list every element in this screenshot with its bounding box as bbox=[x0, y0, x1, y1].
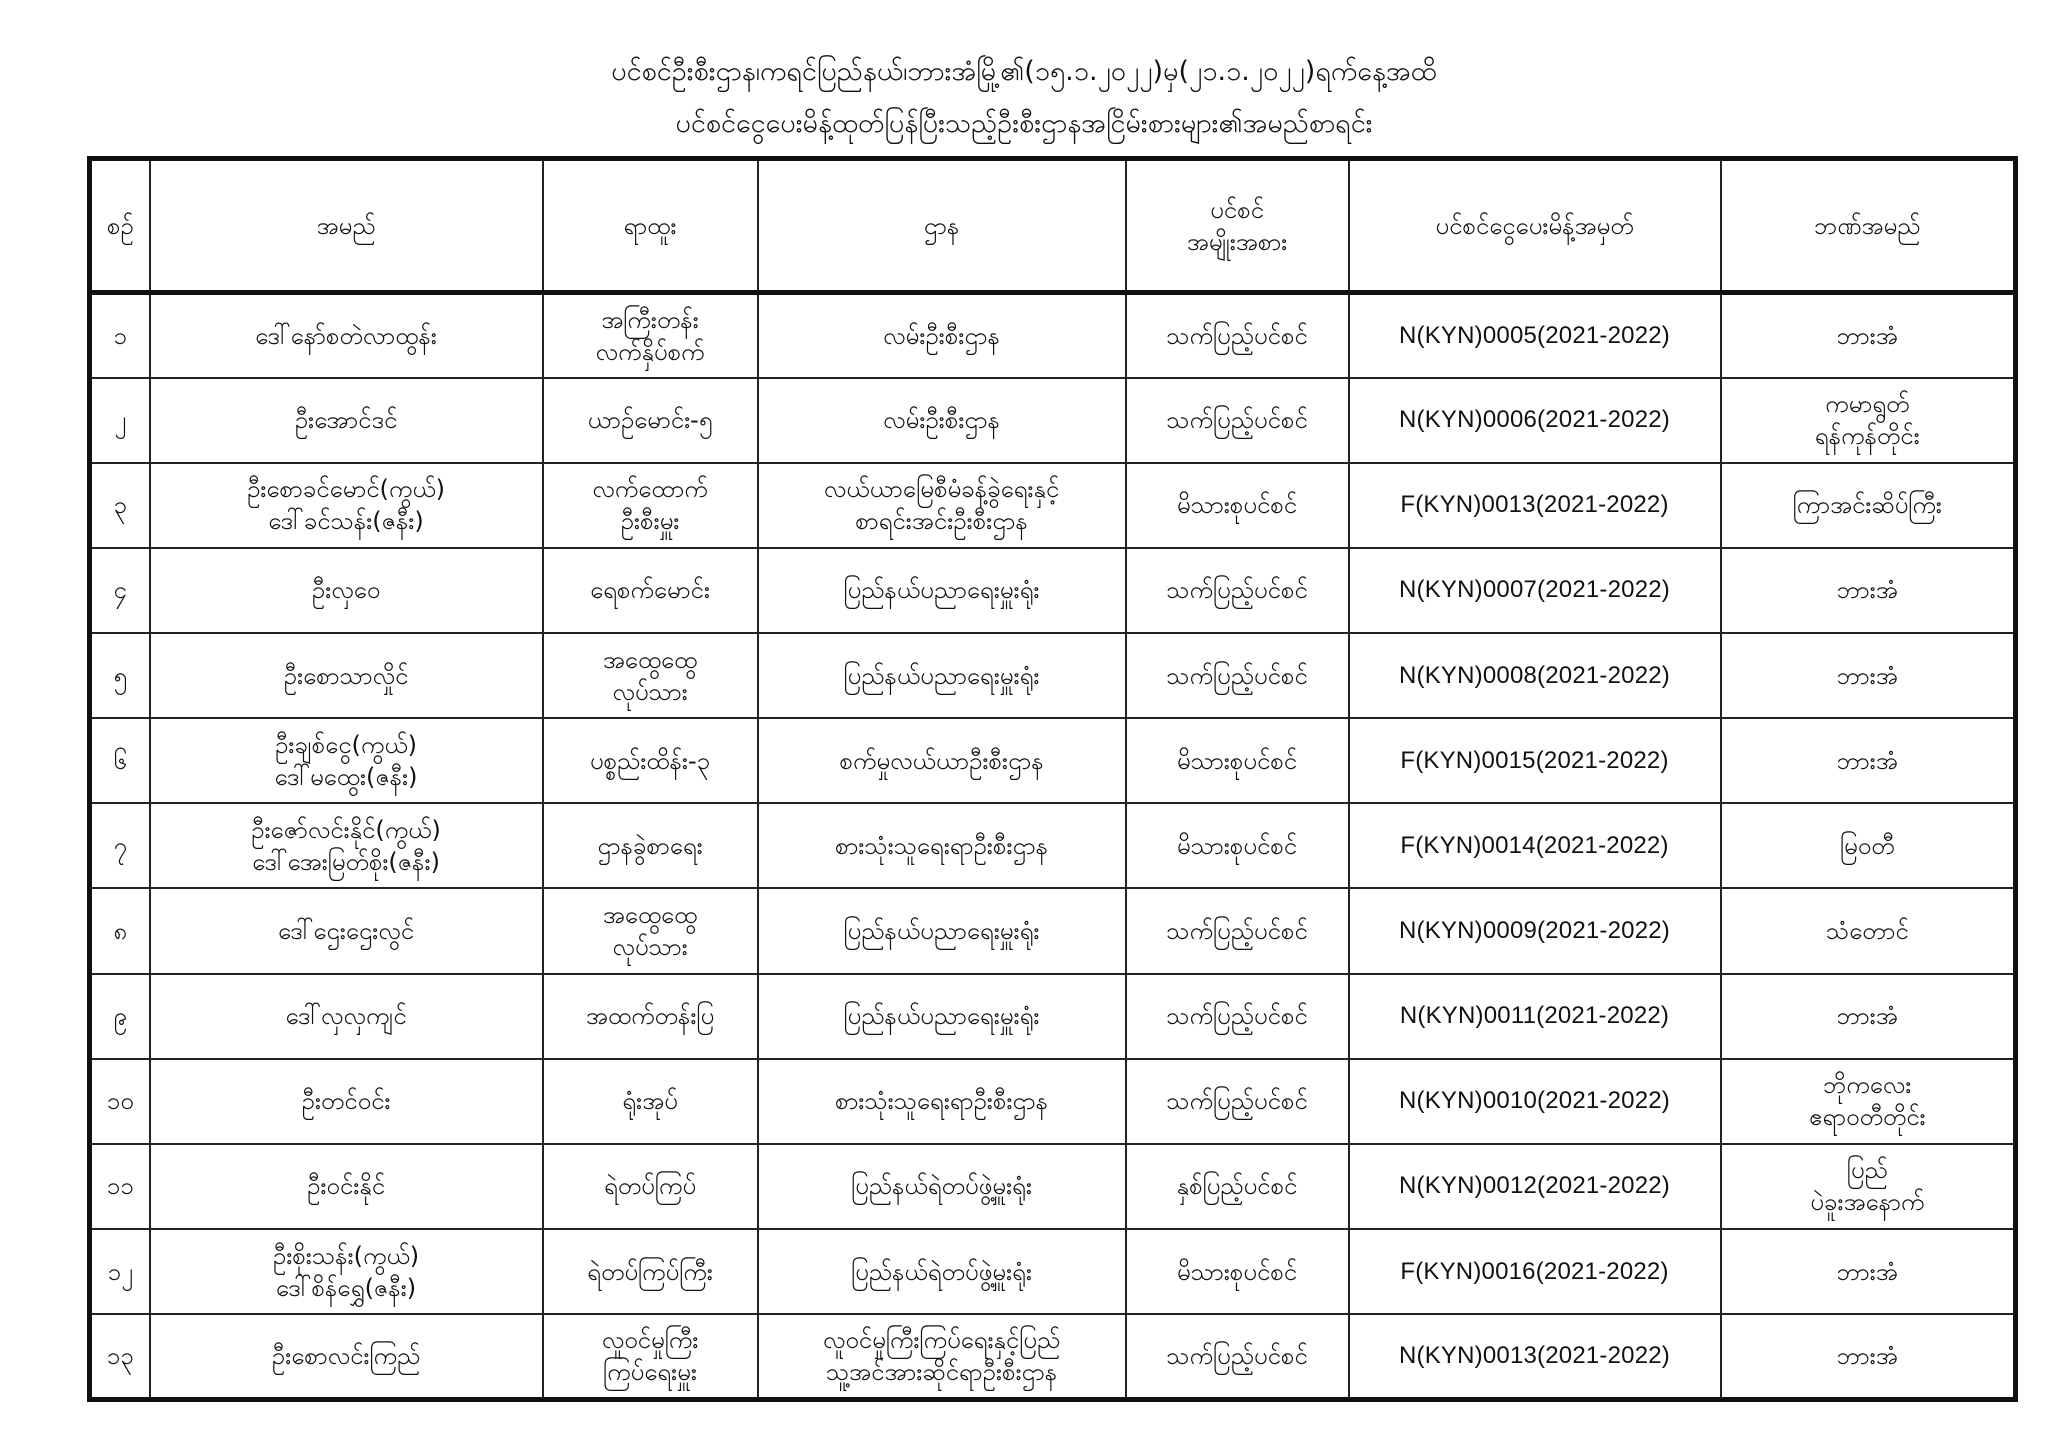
cell-order-number-text: N(KYN)0009(2021-2022) bbox=[1398, 917, 1670, 945]
cell-no-text: ၂ bbox=[114, 406, 127, 435]
table-row bbox=[90, 1314, 2016, 1399]
cell-position-text: လက်နှိပ်စက် bbox=[595, 337, 705, 366]
cell-position-text: လုပ်သား bbox=[612, 933, 688, 962]
cell-position bbox=[543, 803, 758, 888]
cell-department bbox=[758, 718, 1126, 803]
cell-bank-text: ဘားအံ bbox=[1836, 661, 1898, 690]
cell-no bbox=[90, 1229, 150, 1314]
header-text: ပင်စင် bbox=[1210, 195, 1264, 224]
cell-pension-type bbox=[1126, 1144, 1349, 1229]
cell-order-number-text: N(KYN)0007(2021-2022) bbox=[1398, 576, 1670, 604]
cell-department-text: လူဝင်မှုကြီးကြပ်ရေးနှင့်ပြည် bbox=[822, 1326, 1061, 1355]
cell-department-text: ပြည်နယ်ပညာရေးမှူးရုံး bbox=[843, 661, 1040, 690]
cell-position bbox=[543, 463, 758, 548]
cell-position-text: အထက်တန်းပြ bbox=[585, 1002, 715, 1031]
cell-department-text: ပြည်နယ်ပညာရေးမှူးရုံး bbox=[843, 917, 1040, 946]
cell-position-text: ရုံးအုပ် bbox=[622, 1087, 678, 1116]
cell-position bbox=[543, 548, 758, 633]
cell-order-number bbox=[1349, 974, 1721, 1059]
cell-position bbox=[543, 1314, 758, 1399]
cell-pension-type bbox=[1126, 888, 1349, 973]
cell-bank-text: ဘားအံ bbox=[1836, 321, 1898, 350]
cell-no bbox=[90, 633, 150, 718]
cell-pension-type bbox=[1126, 633, 1349, 718]
cell-pension-type bbox=[1126, 718, 1349, 803]
cell-pension-type bbox=[1126, 1059, 1349, 1144]
pension-table bbox=[87, 156, 2018, 1402]
cell-no-text: ၁၀ bbox=[106, 1087, 134, 1116]
header-name bbox=[150, 159, 543, 293]
cell-position-text: ရေစက်မောင်း bbox=[590, 576, 710, 605]
cell-bank-text: ဘားအံ bbox=[1836, 576, 1898, 605]
cell-position-text: ယာဉ်မောင်း-၅ bbox=[587, 406, 713, 435]
cell-department-text: ပြည်နယ်ပညာရေးမှူးရုံး bbox=[843, 1002, 1040, 1031]
cell-no-text: ၄ bbox=[113, 576, 127, 605]
cell-bank bbox=[1721, 1229, 2016, 1314]
cell-pension-type-text: မိသားစုပင်စင် bbox=[1176, 831, 1298, 860]
cell-department bbox=[758, 633, 1126, 718]
cell-position-text: အထွေထွေ bbox=[602, 645, 698, 674]
cell-department bbox=[758, 1314, 1126, 1399]
cell-order-number bbox=[1349, 888, 1721, 973]
cell-name bbox=[150, 548, 543, 633]
header-text: အမည် bbox=[316, 211, 376, 240]
cell-department-text: စားသုံးသူရေးရာဦးစီးဌာန bbox=[834, 1087, 1049, 1116]
header-department bbox=[758, 159, 1126, 293]
cell-name-text: ဦးလှဝေ bbox=[311, 576, 381, 605]
cell-department-text: လမ်းဦးစီးဌာန bbox=[883, 321, 1000, 350]
cell-order-number bbox=[1349, 1314, 1721, 1399]
cell-order-number bbox=[1349, 463, 1721, 548]
cell-bank-text: မြဝတီ bbox=[1839, 831, 1895, 860]
header-no bbox=[90, 159, 150, 293]
cell-pension-type bbox=[1126, 1229, 1349, 1314]
cell-pension-type-text: သက်ပြည့်ပင်စင် bbox=[1166, 917, 1308, 946]
table-row bbox=[90, 1059, 2016, 1144]
cell-bank-text: သံတောင် bbox=[1825, 917, 1909, 946]
cell-no-text: ၁၂ bbox=[107, 1257, 133, 1286]
cell-no-text: ၅ bbox=[113, 661, 127, 690]
cell-department-text: သူ့အင်အားဆိုင်ရာဦးစီးဌာန bbox=[825, 1358, 1058, 1387]
cell-position-text: လုပ်သား bbox=[612, 677, 688, 706]
cell-position-text: ဦးစီးမှူး bbox=[620, 507, 680, 536]
cell-bank-text: ရန်ကုန်တိုင်း bbox=[1814, 422, 1920, 451]
cell-no-text: ၁၃ bbox=[106, 1342, 134, 1371]
cell-pension-type bbox=[1126, 974, 1349, 1059]
cell-pension-type-text: သက်ပြည့်ပင်စင် bbox=[1166, 576, 1308, 605]
cell-position bbox=[543, 1144, 758, 1229]
cell-no-text: ၆ bbox=[113, 746, 127, 775]
cell-name bbox=[150, 293, 543, 378]
cell-department-text: လမ်းဦးစီးဌာန bbox=[883, 406, 1000, 435]
cell-bank-text: ဘားအံ bbox=[1836, 746, 1898, 775]
cell-order-number-text: F(KYN)0014(2021-2022) bbox=[1400, 831, 1669, 859]
cell-name bbox=[150, 463, 543, 548]
cell-position-text: ဌာနခွဲစာရေး bbox=[597, 831, 703, 860]
cell-department bbox=[758, 888, 1126, 973]
cell-bank-text: ဘိုကလေး bbox=[1823, 1071, 1912, 1100]
cell-position-text: ပစ္စည်းထိန်း-၃ bbox=[589, 746, 711, 775]
cell-bank-text: ကြာအင်းဆိပ်ကြီး bbox=[1792, 491, 1942, 520]
cell-name bbox=[150, 1229, 543, 1314]
cell-bank bbox=[1721, 888, 2016, 973]
cell-name bbox=[150, 1144, 543, 1229]
cell-no-text: ၈ bbox=[113, 917, 128, 946]
cell-position bbox=[543, 293, 758, 378]
table-header-row bbox=[90, 159, 2016, 293]
table-row bbox=[90, 293, 2016, 378]
table-row bbox=[90, 633, 2016, 718]
header-order-number bbox=[1349, 159, 1721, 293]
table-row bbox=[90, 888, 2016, 973]
cell-name bbox=[150, 803, 543, 888]
cell-pension-type bbox=[1126, 463, 1349, 548]
cell-pension-type-text: သက်ပြည့်ပင်စင် bbox=[1166, 1087, 1308, 1116]
cell-pension-type bbox=[1126, 1314, 1349, 1399]
cell-pension-type-text: သက်ပြည့်ပင်စင် bbox=[1166, 661, 1308, 690]
cell-no bbox=[90, 974, 150, 1059]
cell-order-number bbox=[1349, 1059, 1721, 1144]
cell-department-text: ပြည်နယ်ပညာရေးမှူးရုံး bbox=[843, 576, 1040, 605]
cell-position-text: အကြီးတန်း bbox=[601, 305, 699, 334]
cell-bank bbox=[1721, 1144, 2016, 1229]
cell-position-text: ရဲတပ်ကြပ် bbox=[603, 1172, 697, 1201]
cell-department-text: စားသုံးသူရေးရာဦးစီးဌာန bbox=[834, 831, 1049, 860]
cell-order-number bbox=[1349, 548, 1721, 633]
cell-position-text: ကြပ်ရေးမှူး bbox=[603, 1358, 697, 1387]
cell-bank bbox=[1721, 633, 2016, 718]
cell-pension-type-text: သက်ပြည့်ပင်စင် bbox=[1166, 1002, 1308, 1031]
cell-name bbox=[150, 888, 543, 973]
table-row bbox=[90, 548, 2016, 633]
cell-order-number-text: N(KYN)0011(2021-2022) bbox=[1399, 1002, 1670, 1030]
cell-position-text: ရဲတပ်ကြပ်ကြီး bbox=[587, 1257, 713, 1286]
cell-order-number bbox=[1349, 718, 1721, 803]
cell-department-text: ပြည်နယ်ရဲတပ်ဖွဲ့မှူးရုံး bbox=[851, 1172, 1032, 1201]
table-row bbox=[90, 803, 2016, 888]
table-row bbox=[90, 718, 2016, 803]
cell-order-number bbox=[1349, 633, 1721, 718]
cell-name bbox=[150, 1314, 543, 1399]
cell-bank-text: ကမာရွတ် bbox=[1825, 390, 1910, 419]
cell-bank bbox=[1721, 548, 2016, 633]
cell-pension-type-text: သက်ပြည့်ပင်စင် bbox=[1166, 1342, 1308, 1371]
cell-name-text: ဦးအောင်ဒင် bbox=[294, 406, 398, 435]
cell-bank bbox=[1721, 463, 2016, 548]
cell-department-text: စက်မှုလယ်ယာဦးစီးဌာန bbox=[839, 746, 1044, 775]
cell-position bbox=[543, 1059, 758, 1144]
header-bank bbox=[1721, 159, 2016, 293]
cell-no bbox=[90, 803, 150, 888]
cell-no-text: ၁ bbox=[113, 321, 127, 350]
cell-position-text: အထွေထွေ bbox=[602, 901, 698, 930]
table-row bbox=[90, 463, 2016, 548]
cell-pension-type-text: နှစ်ပြည့်ပင်စင် bbox=[1176, 1172, 1298, 1201]
cell-department bbox=[758, 463, 1126, 548]
cell-position bbox=[543, 718, 758, 803]
header-text: ဌာန bbox=[923, 211, 960, 240]
cell-name-text: ဦးစောခင်မောင်(ကွယ်) bbox=[246, 475, 446, 504]
table-row bbox=[90, 1144, 2016, 1229]
cell-name-text: ဦးဝင်းနိုင် bbox=[307, 1172, 385, 1201]
cell-position bbox=[543, 633, 758, 718]
cell-department bbox=[758, 378, 1126, 463]
cell-order-number-text: F(KYN)0016(2021-2022) bbox=[1400, 1257, 1669, 1285]
cell-position bbox=[543, 974, 758, 1059]
header-text: ရာထူး bbox=[623, 211, 677, 240]
cell-department bbox=[758, 974, 1126, 1059]
cell-name-text: ဦးချစ်ငွေ(ကွယ်) bbox=[274, 730, 418, 759]
cell-name bbox=[150, 378, 543, 463]
cell-name-text: ဒေါ်ဌေးဌေးလွင် bbox=[277, 917, 415, 946]
cell-pension-type-text: မိသားစုပင်စင် bbox=[1176, 746, 1298, 775]
cell-bank bbox=[1721, 974, 2016, 1059]
cell-no bbox=[90, 293, 150, 378]
cell-order-number bbox=[1349, 803, 1721, 888]
table-body bbox=[90, 293, 2016, 1400]
cell-order-number bbox=[1349, 378, 1721, 463]
header-position bbox=[543, 159, 758, 293]
cell-name-text: ဒေါ်အေးမြတ်စိုး(ဇနီး) bbox=[252, 847, 440, 876]
cell-bank bbox=[1721, 718, 2016, 803]
header-text: ဘဏ်အမည် bbox=[1814, 211, 1921, 240]
cell-position-text: လူဝင်မှုကြီး bbox=[601, 1326, 699, 1355]
cell-name-text: ဒေါ်မထွေး(ဇနီး) bbox=[274, 762, 418, 791]
document-title-line-1: ပင်စင်ဦးစီးဌာန၊ကရင်ပြည်နယ်၊ဘားအံမြို့၏(၁၅.၁.၂၀၂၂)မှ(၂၁.၁.၂၀၂၂)ရက်နေ့အထိ bbox=[611, 56, 1437, 87]
cell-order-number-text: N(KYN)0006(2021-2022) bbox=[1398, 406, 1670, 434]
cell-order-number-text: F(KYN)0015(2021-2022) bbox=[1400, 746, 1669, 774]
cell-department bbox=[758, 1144, 1126, 1229]
cell-bank bbox=[1721, 293, 2016, 378]
cell-name bbox=[150, 633, 543, 718]
cell-name-text: ဦးတင်ဝင်း bbox=[301, 1087, 391, 1116]
cell-no-text: ၃ bbox=[113, 491, 127, 520]
cell-order-number-text: N(KYN)0013(2021-2022) bbox=[1398, 1342, 1670, 1370]
cell-position bbox=[543, 1229, 758, 1314]
cell-order-number-text: N(KYN)0005(2021-2022) bbox=[1398, 321, 1670, 349]
cell-order-number bbox=[1349, 293, 1721, 378]
cell-bank-text: ဘားအံ bbox=[1836, 1002, 1898, 1031]
cell-position-text: လက်ထောက် bbox=[592, 475, 708, 504]
header-text: စဉ် bbox=[106, 211, 134, 240]
cell-department bbox=[758, 1059, 1126, 1144]
cell-no bbox=[90, 718, 150, 803]
cell-no-text: ၇ bbox=[113, 831, 127, 860]
cell-no bbox=[90, 888, 150, 973]
cell-department-text: ပြည်နယ်ရဲတပ်ဖွဲ့မှူးရုံး bbox=[851, 1257, 1032, 1286]
cell-name-text: ဒေါ်စိန်ရွှေ(ဇနီး) bbox=[275, 1273, 417, 1302]
cell-name bbox=[150, 1059, 543, 1144]
cell-position bbox=[543, 888, 758, 973]
cell-pension-type-text: မိသားစုပင်စင် bbox=[1176, 1257, 1298, 1286]
cell-pension-type bbox=[1126, 548, 1349, 633]
cell-bank bbox=[1721, 803, 2016, 888]
cell-pension-type-text: သက်ပြည့်ပင်စင် bbox=[1166, 406, 1308, 435]
cell-name bbox=[150, 718, 543, 803]
cell-name-text: ဦးစောလင်းကြည် bbox=[271, 1342, 421, 1371]
cell-bank-text: ဧရာဝတီတိုင်း bbox=[1808, 1103, 1926, 1132]
cell-name-text: ဦးစောသာလှိုင် bbox=[283, 661, 409, 690]
cell-bank-text: ပြည် bbox=[1846, 1156, 1888, 1185]
header-text: အမျိုးအစား bbox=[1186, 227, 1288, 256]
table-row bbox=[90, 378, 2016, 463]
cell-pension-type-text: မိသားစုပင်စင် bbox=[1176, 491, 1298, 520]
cell-bank bbox=[1721, 378, 2016, 463]
cell-pension-type-text: သက်ပြည့်ပင်စင် bbox=[1166, 321, 1308, 350]
cell-department-text: စာရင်းအင်းဦးစီးဌာန bbox=[855, 507, 1028, 536]
cell-department-text: လယ်ယာမြေစီမံခန့်ခွဲရေးနှင့် bbox=[823, 475, 1060, 504]
cell-no bbox=[90, 548, 150, 633]
cell-no bbox=[90, 1314, 150, 1399]
cell-name-text: ဒေါ်ခင်သန်း(ဇနီး) bbox=[268, 507, 424, 536]
cell-bank-text: ဘားအံ bbox=[1836, 1257, 1898, 1286]
cell-no-text: ၁၁ bbox=[106, 1172, 134, 1201]
table-row bbox=[90, 1229, 2016, 1314]
document-title-line-2: ပင်စင်ငွေပေးမိန့်ထုတ်ပြန်ပြီးသည့်ဦးစီးဌာနအငြိမ်းစားများ၏အမည်စာရင်း bbox=[675, 108, 1373, 139]
cell-no bbox=[90, 463, 150, 548]
cell-position bbox=[543, 378, 758, 463]
cell-bank-text: ပဲခူးအနောက် bbox=[1810, 1188, 1925, 1217]
cell-order-number-text: N(KYN)0010(2021-2022) bbox=[1398, 1087, 1670, 1115]
cell-pension-type bbox=[1126, 293, 1349, 378]
header-text: ပင်စင်ငွေပေးမိန့်အမှတ် bbox=[1435, 211, 1634, 240]
cell-order-number-text: N(KYN)0012(2021-2022) bbox=[1398, 1172, 1670, 1200]
cell-no-text: ၉ bbox=[113, 1002, 127, 1031]
header-pension-type bbox=[1126, 159, 1349, 293]
cell-order-number bbox=[1349, 1229, 1721, 1314]
cell-order-number-text: N(KYN)0008(2021-2022) bbox=[1398, 661, 1670, 689]
cell-order-number bbox=[1349, 1144, 1721, 1229]
cell-order-number-text: F(KYN)0013(2021-2022) bbox=[1400, 491, 1669, 519]
cell-department bbox=[758, 1229, 1126, 1314]
cell-department bbox=[758, 293, 1126, 378]
cell-bank-text: ဘားအံ bbox=[1836, 1342, 1898, 1371]
cell-name bbox=[150, 974, 543, 1059]
cell-bank bbox=[1721, 1059, 2016, 1144]
cell-pension-type bbox=[1126, 803, 1349, 888]
cell-no bbox=[90, 378, 150, 463]
cell-department bbox=[758, 548, 1126, 633]
table-row bbox=[90, 974, 2016, 1059]
cell-name-text: ဦးဇော်လင်းနိုင်(ကွယ်) bbox=[251, 815, 441, 844]
cell-no bbox=[90, 1059, 150, 1144]
cell-bank bbox=[1721, 1314, 2016, 1399]
cell-name-text: ဒေါ်လှလှကျင် bbox=[285, 1002, 407, 1031]
cell-no bbox=[90, 1144, 150, 1229]
cell-department bbox=[758, 803, 1126, 888]
cell-name-text: ဦးစိုးသန်း(ကွယ်) bbox=[272, 1241, 420, 1270]
cell-name-text: ဒေါ်နော်စတဲလာထွန်း bbox=[255, 321, 437, 350]
cell-pension-type bbox=[1126, 378, 1349, 463]
